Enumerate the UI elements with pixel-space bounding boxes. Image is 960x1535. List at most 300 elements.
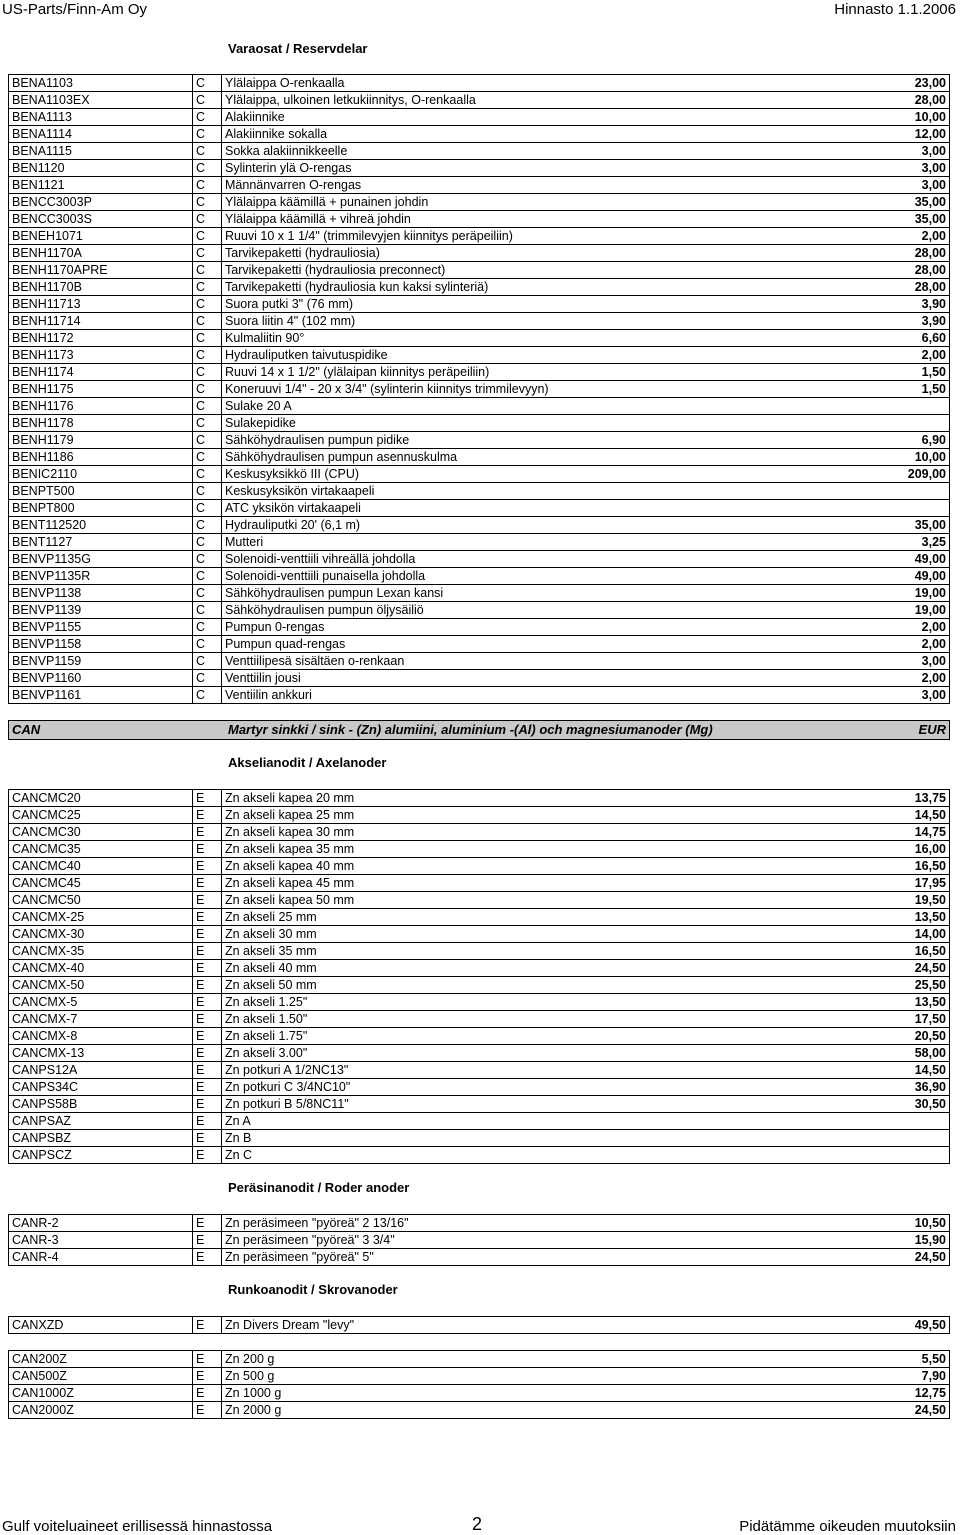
part-price: 3,00 <box>608 687 950 704</box>
part-description: Suora putki 3" (76 mm) <box>222 296 609 313</box>
table-row <box>9 381 950 398</box>
part-code: CANCMC25 <box>9 807 193 824</box>
section-title-skrovanoder: Runkoanodit / Skrovanoder <box>228 1282 398 1297</box>
price-class: E <box>193 807 222 824</box>
table-row <box>9 670 950 687</box>
part-description: Zn akseli kapea 20 mm <box>222 790 609 807</box>
part-description: Zn B <box>222 1130 609 1147</box>
rudder-anode-table <box>8 1214 950 1266</box>
price-class: C <box>193 500 222 517</box>
part-code: BENH1186 <box>9 449 193 466</box>
part-price: 24,50 <box>608 1249 950 1266</box>
table-row <box>9 1130 950 1147</box>
part-code: CANCMX-25 <box>9 909 193 926</box>
part-price: 14,75 <box>608 824 950 841</box>
table-row <box>9 1096 950 1113</box>
part-price: 2,00 <box>608 619 950 636</box>
part-code: BENVP1160 <box>9 670 193 687</box>
part-description: Zn potkuri C 3/4NC10" <box>222 1079 609 1096</box>
table-row <box>9 1402 950 1419</box>
price-class: C <box>193 551 222 568</box>
table-row <box>9 279 950 296</box>
price-class: E <box>193 960 222 977</box>
part-description: Zn A <box>222 1113 609 1130</box>
part-price: 2,00 <box>608 228 950 245</box>
price-class: C <box>193 194 222 211</box>
part-price <box>608 500 950 517</box>
price-class: E <box>193 943 222 960</box>
part-price: 28,00 <box>608 262 950 279</box>
price-class: C <box>193 466 222 483</box>
part-description: Koneruuvi 1/4" - 20 x 3/4" (sylinterin kiinnitys trimmilevyyn) <box>222 381 609 398</box>
part-description: Suora liitin 4" (102 mm) <box>222 313 609 330</box>
table-row <box>9 841 950 858</box>
part-description: Zn Divers Dream "levy" <box>222 1317 609 1334</box>
part-code: BENVP1139 <box>9 602 193 619</box>
part-description: Ylälaippa käämillä + punainen johdin <box>222 194 609 211</box>
price-class: E <box>193 824 222 841</box>
part-description: Pumpun 0-rengas <box>222 619 609 636</box>
part-description: Zn akseli 3.00" <box>222 1045 609 1062</box>
price-class: C <box>193 636 222 653</box>
part-description: Sylinterin ylä O-rengas <box>222 160 609 177</box>
part-description: Zn akseli kapea 25 mm <box>222 807 609 824</box>
part-code: CANR-3 <box>9 1232 193 1249</box>
part-description: Alakiinnike sokalla <box>222 126 609 143</box>
price-class: C <box>193 177 222 194</box>
table-row <box>9 296 950 313</box>
part-code: BENH1173 <box>9 347 193 364</box>
table-row <box>9 398 950 415</box>
page-header <box>0 0 960 18</box>
price-class: E <box>193 1011 222 1028</box>
part-description: Zn akseli kapea 30 mm <box>222 824 609 841</box>
part-price: 3,00 <box>608 160 950 177</box>
part-price <box>608 1113 950 1130</box>
part-code: CANPS34C <box>9 1079 193 1096</box>
price-list-date: Hinnasto 1.1.2006 <box>834 0 956 18</box>
part-code: CANCMX-8 <box>9 1028 193 1045</box>
price-class: E <box>193 926 222 943</box>
table-row <box>9 534 950 551</box>
table-row <box>9 126 950 143</box>
table-row <box>9 1028 950 1045</box>
table-row <box>9 160 950 177</box>
parts-table <box>8 74 950 704</box>
part-description: Sähköhydraulisen pumpun öljysäiliö <box>222 602 609 619</box>
part-price: 16,50 <box>608 858 950 875</box>
part-description: Zn peräsimeen "pyöreä" 2 13/16" <box>222 1215 609 1232</box>
table-row <box>9 92 950 109</box>
part-code: BENVP1158 <box>9 636 193 653</box>
part-description: Zn akseli 50 mm <box>222 977 609 994</box>
part-description: Ylälaippa O-renkaalla <box>222 75 609 92</box>
table-row <box>9 1385 950 1402</box>
part-code: CAN2000Z <box>9 1402 193 1419</box>
part-code: BENVP1135G <box>9 551 193 568</box>
table-row <box>9 960 950 977</box>
part-code: BENVP1138 <box>9 585 193 602</box>
price-class: C <box>193 109 222 126</box>
part-price: 10,00 <box>608 449 950 466</box>
table-row <box>9 943 950 960</box>
table-row <box>9 347 950 364</box>
part-code: BENPT500 <box>9 483 193 500</box>
part-price: 3,00 <box>608 177 950 194</box>
part-description: Sulakepidike <box>222 415 609 432</box>
part-price: 2,00 <box>608 670 950 687</box>
part-description: Zn 1000 g <box>222 1385 609 1402</box>
table-row <box>9 585 950 602</box>
page-footer <box>0 1516 960 1534</box>
footer-disclaimer: Pidätämme oikeuden muutoksiin <box>739 1518 956 1535</box>
part-description: Ruuvi 14 x 1 1/2" (ylälaipan kiinnitys peräpeiliin) <box>222 364 609 381</box>
table-row <box>9 500 950 517</box>
part-price: 13,50 <box>608 994 950 1011</box>
price-class: E <box>193 909 222 926</box>
part-code: CANR-2 <box>9 1215 193 1232</box>
part-code: BENIC2110 <box>9 466 193 483</box>
part-description: Keskusyksikön virtakaapeli <box>222 483 609 500</box>
part-code: CANCMC50 <box>9 892 193 909</box>
price-class: E <box>193 875 222 892</box>
part-code: BENH1172 <box>9 330 193 347</box>
part-description: Tarvikepaketti (hydrauliosia kun kaksi sylinteriä) <box>222 279 609 296</box>
part-description: ATC yksikön virtakaapeli <box>222 500 609 517</box>
part-price: 209,00 <box>608 466 950 483</box>
part-description: Pumpun quad-rengas <box>222 636 609 653</box>
table-row <box>9 1215 950 1232</box>
part-price: 12,00 <box>608 126 950 143</box>
table-row <box>9 977 950 994</box>
table-row <box>9 1079 950 1096</box>
part-price: 17,50 <box>608 1011 950 1028</box>
part-price: 20,50 <box>608 1028 950 1045</box>
price-class: C <box>193 602 222 619</box>
part-price: 28,00 <box>608 279 950 296</box>
table-row <box>9 1351 950 1368</box>
part-description: Sähköhydraulisen pumpun Lexan kansi <box>222 585 609 602</box>
part-code: CAN200Z <box>9 1351 193 1368</box>
price-class: C <box>193 126 222 143</box>
part-description: Venttiilipesä sisältäen o-renkaan <box>222 653 609 670</box>
part-description: Zn akseli 1.25" <box>222 994 609 1011</box>
price-class: C <box>193 313 222 330</box>
table-row <box>9 909 950 926</box>
axle-anode-table <box>8 789 950 1164</box>
part-code: CANCMX-50 <box>9 977 193 994</box>
part-code: BENCC3003P <box>9 194 193 211</box>
part-code: BENA1103 <box>9 75 193 92</box>
part-description: Zn akseli 1.75" <box>222 1028 609 1045</box>
table-row <box>9 75 950 92</box>
part-price: 23,00 <box>608 75 950 92</box>
part-price: 35,00 <box>608 194 950 211</box>
table-row <box>9 568 950 585</box>
table-row <box>9 551 950 568</box>
price-class: E <box>193 1113 222 1130</box>
part-price: 1,50 <box>608 381 950 398</box>
table-row <box>9 807 950 824</box>
table-row <box>9 790 950 807</box>
table-row <box>9 824 950 841</box>
part-code: CANCMC20 <box>9 790 193 807</box>
table-row <box>9 330 950 347</box>
part-code: BENH1170B <box>9 279 193 296</box>
price-class: C <box>193 687 222 704</box>
part-price: 3,90 <box>608 296 950 313</box>
category-description: Martyr sinkki / sink - (Zn) alumiini, aluminium -(Al) och magnesiumanoder (Mg) <box>228 722 713 737</box>
price-class: C <box>193 330 222 347</box>
part-price: 16,50 <box>608 943 950 960</box>
part-description: Sokka alakiinnikkeelle <box>222 143 609 160</box>
part-price: 16,00 <box>608 841 950 858</box>
table-row <box>9 994 950 1011</box>
part-description: Sähköhydraulisen pumpun asennuskulma <box>222 449 609 466</box>
table-row <box>9 1062 950 1079</box>
part-price: 28,00 <box>608 92 950 109</box>
part-price: 1,50 <box>608 364 950 381</box>
part-code: BENVP1155 <box>9 619 193 636</box>
part-price: 6,60 <box>608 330 950 347</box>
table-row <box>9 1113 950 1130</box>
part-code: BENA1103EX <box>9 92 193 109</box>
price-class: C <box>193 160 222 177</box>
table-row <box>9 109 950 126</box>
part-code: CANCMX-13 <box>9 1045 193 1062</box>
price-class: E <box>193 1045 222 1062</box>
price-class: C <box>193 449 222 466</box>
table-row <box>9 143 950 160</box>
part-description: Ylälaippa, ulkoinen letkukiinnitys, O-renkaalla <box>222 92 609 109</box>
table-row <box>9 1045 950 1062</box>
price-class: E <box>193 1096 222 1113</box>
part-price <box>608 483 950 500</box>
part-code: CANCMX-30 <box>9 926 193 943</box>
part-code: BENH11713 <box>9 296 193 313</box>
part-code: CANPS12A <box>9 1062 193 1079</box>
price-class: E <box>193 1215 222 1232</box>
part-price: 3,25 <box>608 534 950 551</box>
part-description: Ylälaippa käämillä + vihreä johdin <box>222 211 609 228</box>
table-row <box>9 466 950 483</box>
part-description: Zn 200 g <box>222 1351 609 1368</box>
part-description: Tarvikepaketti (hydrauliosia preconnect) <box>222 262 609 279</box>
part-code: BENEH1071 <box>9 228 193 245</box>
part-price <box>608 415 950 432</box>
part-description: Zn akseli kapea 35 mm <box>222 841 609 858</box>
part-code: BENCC3003S <box>9 211 193 228</box>
part-code: BENH1170APRE <box>9 262 193 279</box>
part-price: 17,95 <box>608 875 950 892</box>
table-row <box>9 1317 950 1334</box>
part-price: 58,00 <box>608 1045 950 1062</box>
price-class: C <box>193 670 222 687</box>
price-class: C <box>193 228 222 245</box>
part-code: BENVP1159 <box>9 653 193 670</box>
part-code: BENVP1161 <box>9 687 193 704</box>
part-price: 25,50 <box>608 977 950 994</box>
part-code: BENH1174 <box>9 364 193 381</box>
part-code: CANCMX-7 <box>9 1011 193 1028</box>
part-code: BENVP1135R <box>9 568 193 585</box>
table-row <box>9 1249 950 1266</box>
part-description: Zn akseli kapea 40 mm <box>222 858 609 875</box>
part-description: Zn peräsimeen "pyöreä" 3 3/4" <box>222 1232 609 1249</box>
anode-category-bar <box>8 720 950 740</box>
part-code: CANPSAZ <box>9 1113 193 1130</box>
part-description: Zn akseli kapea 50 mm <box>222 892 609 909</box>
price-class: E <box>193 790 222 807</box>
part-description: Zn 2000 g <box>222 1402 609 1419</box>
price-class: E <box>193 1028 222 1045</box>
price-class: C <box>193 245 222 262</box>
table-row <box>9 177 950 194</box>
part-code: BENH1179 <box>9 432 193 449</box>
part-price: 35,00 <box>608 211 950 228</box>
price-class: C <box>193 653 222 670</box>
part-description: Zn potkuri B 5/8NC11" <box>222 1096 609 1113</box>
table-row <box>9 194 950 211</box>
price-class: E <box>193 977 222 994</box>
part-price: 10,00 <box>608 109 950 126</box>
part-price: 15,90 <box>608 1232 950 1249</box>
part-code: BENH1178 <box>9 415 193 432</box>
price-class: C <box>193 92 222 109</box>
part-code: CANCMX-5 <box>9 994 193 1011</box>
part-code: BENPT800 <box>9 500 193 517</box>
part-price: 13,50 <box>608 909 950 926</box>
price-class: C <box>193 143 222 160</box>
part-price: 49,00 <box>608 568 950 585</box>
price-class: E <box>193 994 222 1011</box>
part-price: 13,75 <box>608 790 950 807</box>
price-class: C <box>193 381 222 398</box>
price-class: E <box>193 1317 222 1334</box>
table-row <box>9 687 950 704</box>
table-row <box>9 858 950 875</box>
part-description: Ruuvi 10 x 1 1/4" (trimmilevyjen kiinnitys peräpeiliin) <box>222 228 609 245</box>
price-class: C <box>193 415 222 432</box>
part-code: CANCMC30 <box>9 824 193 841</box>
part-price: 5,50 <box>608 1351 950 1368</box>
part-description: Männänvarren O-rengas <box>222 177 609 194</box>
price-class: C <box>193 398 222 415</box>
price-class: C <box>193 432 222 449</box>
table-row <box>9 415 950 432</box>
price-class: E <box>193 858 222 875</box>
hull-anode-table <box>8 1316 950 1334</box>
part-description: Hydrauliputki 20' (6,1 m) <box>222 517 609 534</box>
table-row <box>9 875 950 892</box>
part-description: Ventiilin ankkuri <box>222 687 609 704</box>
table-row <box>9 653 950 670</box>
part-price: 24,50 <box>608 1402 950 1419</box>
part-price: 3,90 <box>608 313 950 330</box>
table-row <box>9 364 950 381</box>
part-price: 3,00 <box>608 143 950 160</box>
part-code: BENT1127 <box>9 534 193 551</box>
part-price: 19,50 <box>608 892 950 909</box>
part-price: 6,90 <box>608 432 950 449</box>
table-row <box>9 245 950 262</box>
part-price: 14,00 <box>608 926 950 943</box>
price-class: E <box>193 1232 222 1249</box>
part-price <box>608 1130 950 1147</box>
part-description: Solenoidi-venttiili vihreällä johdolla <box>222 551 609 568</box>
part-price: 19,00 <box>608 602 950 619</box>
table-row <box>9 1011 950 1028</box>
price-class: C <box>193 483 222 500</box>
table-row <box>9 892 950 909</box>
table-row <box>9 1232 950 1249</box>
part-code: CANCMX-40 <box>9 960 193 977</box>
price-class: C <box>193 279 222 296</box>
part-code: CAN1000Z <box>9 1385 193 1402</box>
part-description: Sähköhydraulisen pumpun pidike <box>222 432 609 449</box>
part-code: BEN1121 <box>9 177 193 194</box>
part-price: 2,00 <box>608 636 950 653</box>
part-description: Alakiinnike <box>222 109 609 126</box>
price-class: C <box>193 619 222 636</box>
price-class: E <box>193 1249 222 1266</box>
table-row <box>9 449 950 466</box>
price-class: C <box>193 262 222 279</box>
price-class: C <box>193 296 222 313</box>
price-class: C <box>193 211 222 228</box>
part-price: 36,90 <box>608 1079 950 1096</box>
table-row <box>9 1147 950 1164</box>
part-price: 14,50 <box>608 1062 950 1079</box>
price-class: E <box>193 1385 222 1402</box>
part-code: BENT112520 <box>9 517 193 534</box>
part-price: 10,50 <box>608 1215 950 1232</box>
table-row <box>9 228 950 245</box>
section-title-reservdelar: Varaosat / Reservdelar <box>228 41 368 56</box>
section-title-roderanoder: Peräsinanodit / Roder anoder <box>228 1180 410 1195</box>
part-code: CANPSBZ <box>9 1130 193 1147</box>
part-code: BENH1170A <box>9 245 193 262</box>
table-row <box>9 262 950 279</box>
table-row <box>9 483 950 500</box>
price-class: E <box>193 1402 222 1419</box>
page-number: 2 <box>472 1514 483 1534</box>
table-row <box>9 926 950 943</box>
part-code: CANCMC45 <box>9 875 193 892</box>
part-price: 35,00 <box>608 517 950 534</box>
part-price: 24,50 <box>608 960 950 977</box>
part-description: Mutteri <box>222 534 609 551</box>
price-class: E <box>193 841 222 858</box>
part-price: 14,50 <box>608 807 950 824</box>
part-price: 49,00 <box>608 551 950 568</box>
currency-label: EUR <box>918 722 946 737</box>
table-row <box>9 602 950 619</box>
table-row <box>9 1368 950 1385</box>
category-code: CAN <box>12 722 41 737</box>
part-description: Zn C <box>222 1147 609 1164</box>
price-class: E <box>193 1351 222 1368</box>
table-row <box>9 636 950 653</box>
part-description: Sulake 20 A <box>222 398 609 415</box>
part-code: BENA1115 <box>9 143 193 160</box>
price-class: E <box>193 1130 222 1147</box>
part-description: Zn akseli 1.50" <box>222 1011 609 1028</box>
part-description: Zn akseli 35 mm <box>222 943 609 960</box>
price-class: C <box>193 364 222 381</box>
part-description: Zn akseli kapea 45 mm <box>222 875 609 892</box>
part-description: Hydrauliputken taivutuspidike <box>222 347 609 364</box>
